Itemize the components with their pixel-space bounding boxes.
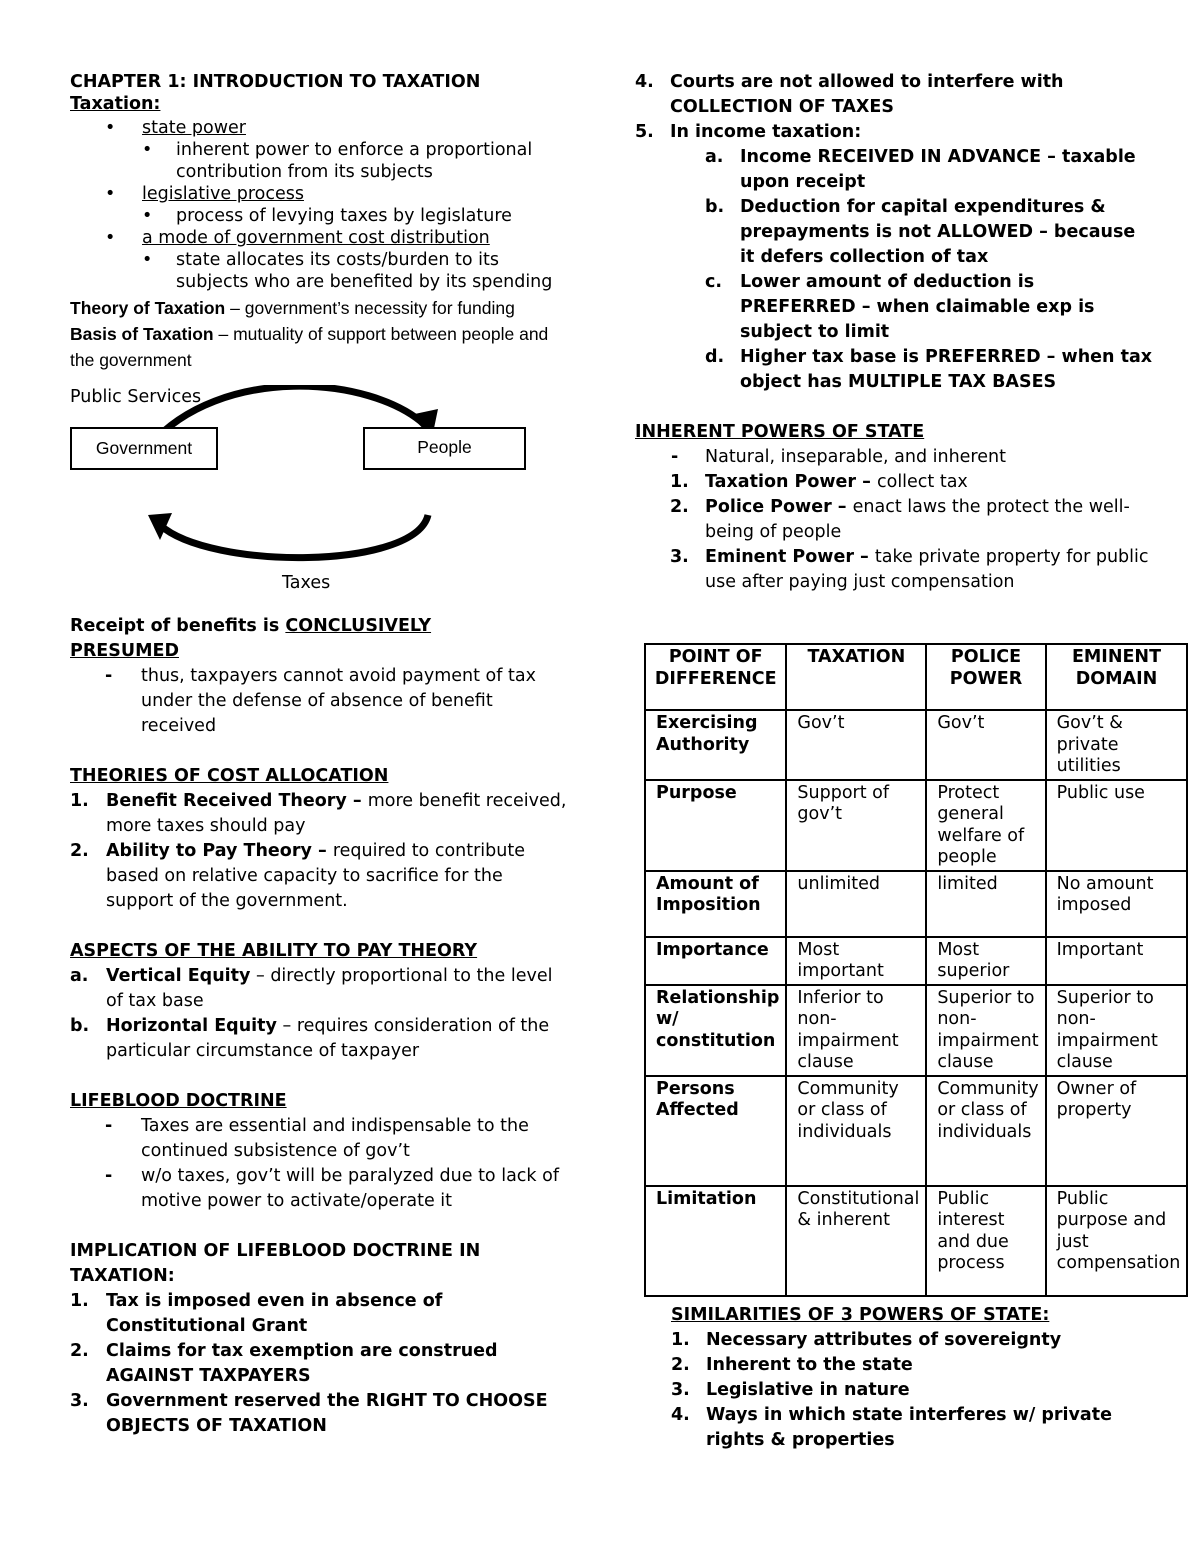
- theory-item: 1. Benefit Received Theory – more benefit received, more taxes should pay: [70, 791, 567, 836]
- bullet-icon: •: [105, 228, 116, 248]
- table-header-cell: POINT OF DIFFERENCE: [645, 644, 786, 710]
- powers-comparison-table: [644, 643, 1188, 1297]
- taxes-arrow: [160, 515, 428, 558]
- aspects-heading: ASPECTS OF THE ABILITY TO PAY THEORY: [70, 941, 478, 961]
- table-cell: Public purpose and just compensation: [1046, 1186, 1188, 1296]
- powers-heading: INHERENT POWERS OF STATE: [635, 422, 925, 442]
- table-row: [645, 1076, 1187, 1186]
- power-item: 2. Police Power – enact laws the protect the well-being of people: [670, 497, 1130, 542]
- theory-of-taxation: Theory of Taxation – government’s necessity for funding: [70, 298, 515, 318]
- bullet-item: • state power: [105, 118, 246, 138]
- sub-bullet-item: • state allocates its costs/burden to its subjects who are benefited by its spending: [142, 250, 553, 292]
- implication-heading: IMPLICATION OF LIFEBLOOD DOCTRINE IN TAXATION:: [70, 1241, 481, 1286]
- dash-icon: -: [105, 666, 113, 686]
- income-item: a. Income RECEIVED IN ADVANCE – taxable upon receipt: [705, 147, 1136, 192]
- table-cell: Relationship w/ constitution: [645, 985, 786, 1076]
- table-cell: Exercising Authority: [645, 710, 786, 780]
- taxes-label: Taxes: [282, 573, 331, 593]
- table-cell: unlimited: [786, 871, 926, 937]
- bullet-icon: •: [142, 140, 153, 160]
- table-cell: Support of gov’t: [786, 780, 926, 871]
- basis-of-taxation: Basis of Taxation – mutuality of support between people and the government: [70, 324, 549, 370]
- aspect-item: a. Vertical Equity – directly proportional to the level of tax base: [70, 966, 553, 1011]
- sub-bullet-item: • process of levying taxes by legislature: [142, 206, 512, 226]
- table-header-cell: POLICE POWER: [926, 644, 1045, 710]
- similarity-item: 2. Inherent to the state: [671, 1355, 913, 1375]
- table-cell: Superior to non-impairment clause: [926, 985, 1045, 1076]
- table-cell: Community or class of individuals: [926, 1076, 1045, 1186]
- implication-item: 5. In income taxation:: [635, 122, 862, 142]
- implication-item: 3. Government reserved the RIGHT TO CHOOSE OBJECTS OF TAXATION: [70, 1391, 548, 1436]
- table-cell: No amount imposed: [1046, 871, 1188, 937]
- table-cell: Most superior: [926, 937, 1045, 985]
- taxation-cycle-diagram: [70, 385, 570, 610]
- taxes-arrowhead: [148, 513, 172, 540]
- similarity-item: 4. Ways in which state interferes w/ private rights & properties: [671, 1405, 1112, 1450]
- income-item: d. Higher tax base is PREFERRED – when tax object has MULTIPLE TAX BASES: [705, 347, 1153, 392]
- power-item: 3. Eminent Power – take private property for public use after paying just compensation: [670, 547, 1149, 592]
- table-cell: Community or class of individuals: [786, 1076, 926, 1186]
- table-cell: Important: [1046, 937, 1188, 985]
- table-header-cell: TAXATION: [786, 644, 926, 710]
- power-item: 1. Taxation Power – collect tax: [670, 472, 968, 492]
- theory-item: 2. Ability to Pay Theory – required to contribute based on relative capacity to sacrifice for the support of the government.: [70, 841, 525, 911]
- bullet-icon: •: [142, 250, 153, 270]
- lifeblood-item: - w/o taxes, gov’t will be paralyzed due to lack of motive power to activate/operate it: [105, 1166, 559, 1211]
- income-item: c. Lower amount of deduction is PREFERRED – when claimable exp is subject to limit: [705, 272, 1095, 342]
- public-services-label: Public Services: [70, 387, 202, 407]
- left-column: [70, 70, 570, 1439]
- similarity-item: 3. Legislative in nature: [671, 1380, 910, 1400]
- bullet-item: • a mode of government cost distribution: [105, 228, 490, 248]
- table-cell: Public use: [1046, 780, 1188, 871]
- aspect-item: b. Horizontal Equity – requires consideration of the particular circumstance of taxpayer: [70, 1016, 550, 1061]
- bullet-item: • legislative process: [105, 184, 304, 204]
- implication-item: 1. Tax is imposed even in absence of Constitutional Grant: [70, 1291, 443, 1336]
- implication-item: 4. Courts are not allowed to interfere with COLLECTION OF TAXES: [635, 72, 1064, 117]
- table-cell: Purpose: [645, 780, 786, 871]
- bullet-icon: •: [105, 184, 116, 204]
- dash-icon: -: [105, 1166, 113, 1186]
- table-cell: Limitation: [645, 1186, 786, 1296]
- table-cell: Persons Affected: [645, 1076, 786, 1186]
- table-header-cell: EMINENT DOMAIN: [1046, 644, 1188, 710]
- table-cell: Superior to non-impairment clause: [1046, 985, 1188, 1076]
- dash-icon: -: [105, 1116, 113, 1136]
- table-cell: limited: [926, 871, 1045, 937]
- table-cell: Most important: [786, 937, 926, 985]
- theories-heading: THEORIES OF COST ALLOCATION: [70, 766, 389, 786]
- table-cell: Amount of Imposition: [645, 871, 786, 937]
- table-row: [645, 1186, 1187, 1296]
- dash-icon: -: [671, 447, 679, 467]
- table-header-row: [645, 644, 1187, 710]
- similarities-heading: SIMILARITIES OF 3 POWERS OF STATE:: [671, 1305, 1050, 1325]
- lifeblood-heading: LIFEBLOOD DOCTRINE: [70, 1091, 287, 1111]
- table-cell: Gov’t: [786, 710, 926, 780]
- sub-bullet-item: • inherent power to enforce a proportional contribution from its subjects: [142, 140, 533, 182]
- chapter-title: CHAPTER 1: INTRODUCTION TO TAXATION: [70, 72, 481, 92]
- table-row: [645, 985, 1187, 1076]
- bullet-icon: •: [142, 206, 153, 226]
- table-cell: Inferior to non-impairment clause: [786, 985, 926, 1076]
- taxation-heading: Taxation:: [70, 94, 161, 114]
- table-row: [645, 780, 1187, 871]
- receipt-of-benefits: Receipt of benefits is CONCLUSIVELY PRESUMED: [70, 616, 432, 661]
- table-cell: Public interest and due process: [926, 1186, 1045, 1296]
- table-cell: Importance: [645, 937, 786, 985]
- similarities-section: [671, 1303, 1151, 1453]
- table-cell: Constitutional & inherent: [786, 1186, 926, 1296]
- similarity-item: 1. Necessary attributes of sovereignty: [671, 1330, 1062, 1350]
- income-item: b. Deduction for capital expenditures & prepayments is not ALLOWED – because it defers collection of tax: [705, 197, 1136, 267]
- table-cell: Owner of property: [1046, 1076, 1188, 1186]
- people-box: People: [363, 427, 526, 470]
- receipt-bullet: - thus, taxpayers cannot avoid payment of tax under the defense of absence of benefit received: [105, 666, 536, 736]
- table-row: [645, 937, 1187, 985]
- government-box: Government: [70, 427, 218, 470]
- lifeblood-item: - Taxes are essential and indispensable to the continued subsistence of gov’t: [105, 1116, 529, 1161]
- taxation-bullets: [70, 117, 570, 293]
- implication-item: 2. Claims for tax exemption are construed AGAINST TAXPAYERS: [70, 1341, 498, 1386]
- bullet-icon: •: [105, 118, 116, 138]
- table-cell: Protect general welfare of people: [926, 780, 1045, 871]
- table-cell: Gov’t: [926, 710, 1045, 780]
- table-row: [645, 710, 1187, 780]
- powers-intro: - Natural, inseparable, and inherent: [635, 445, 1155, 470]
- table-cell: Gov’t & private utilities: [1046, 710, 1188, 780]
- table-row: [645, 871, 1187, 937]
